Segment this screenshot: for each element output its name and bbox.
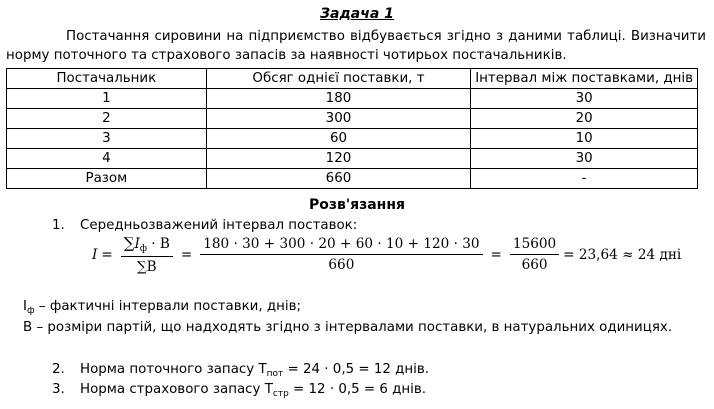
table-header-row [7, 69, 698, 89]
formula-fraction-2 [200, 236, 482, 273]
step-subscript: пот [266, 369, 284, 379]
table-cell: 300 [206, 109, 470, 129]
table-row [7, 129, 698, 149]
step-text: Норма страхового запасу Т [80, 382, 273, 397]
note-subscript: ф [26, 306, 35, 316]
formula-fraction-3 [510, 236, 559, 273]
step-3 [52, 380, 426, 404]
table-cell: 60 [206, 129, 470, 149]
task-text: Постачання сировини на підприємство відбувається згідно з даними таблиці. Визначити норму поточного та страхового запасів за наявності чотирьох постачальників. [6, 29, 706, 63]
note-text: – фактичні інтервали поставки, днів; [34, 299, 302, 314]
step-tail: = 24 · 0,5 = 12 днів. [283, 362, 430, 377]
step-number: 1. [52, 218, 65, 233]
step-subscript: стр [272, 389, 289, 399]
table-cell: Разом [7, 169, 207, 189]
task-title: Задача 1 [320, 6, 394, 22]
note-symbol: I [23, 299, 27, 314]
formula-denominator-3: 660 [521, 257, 548, 273]
formula-denominator-1: ∑B [136, 259, 157, 275]
note-text: – розміри партій, що надходять згідно з інтервалами поставки, в натуральних одиницях. [32, 320, 673, 335]
table-cell: 1 [7, 89, 207, 109]
sum-symbol: ∑ [123, 234, 135, 252]
table-cell: - [471, 169, 698, 189]
step-text: Середньозважений інтервал поставок: [80, 218, 358, 233]
table-cell: 30 [471, 89, 698, 109]
table-total-row [7, 169, 698, 189]
formula-numerator-3: 15600 [510, 236, 559, 255]
table-row [7, 109, 698, 129]
note-batch [23, 318, 672, 337]
formula-result: = 23,64 ≈ 24 дні [563, 246, 682, 263]
table-cell: 120 [206, 149, 470, 169]
table-cell: 30 [471, 149, 698, 169]
formula-denominator-2: 660 [328, 257, 355, 273]
table-cell: 3 [7, 129, 207, 149]
step-number: 2. [52, 362, 65, 377]
table-cell: 20 [471, 109, 698, 129]
formula-lhs: I [92, 246, 98, 263]
interval-subscript: ф [139, 244, 147, 254]
table-row [7, 149, 698, 169]
formula-fraction-1 [121, 234, 173, 275]
table-cell: 10 [471, 129, 698, 149]
formula-numerator-rest: · B [146, 236, 170, 252]
table-cell: 180 [206, 89, 470, 109]
step-tail: = 12 · 0,5 = 6 днів. [288, 382, 427, 397]
header-cell: Обсяг однієї поставки, т [206, 69, 470, 89]
step-1 [52, 216, 357, 235]
table-cell: 660 [206, 169, 470, 189]
header-cell: Постачальник [7, 69, 207, 89]
step-text: Норма поточного запасу Т [80, 362, 267, 377]
note-symbol: В [23, 320, 33, 335]
solution-heading: Розв'язання [308, 197, 406, 213]
table-cell: 2 [7, 109, 207, 129]
table-cell: 4 [7, 149, 207, 169]
supply-table [6, 68, 698, 189]
step-number: 3. [52, 382, 65, 397]
formula-numerator-2: 180 · 30 + 300 · 20 + 60 · 10 + 120 · 30 [200, 236, 482, 255]
table-row [7, 89, 698, 109]
weighted-interval-formula: I = $\frac{\sum I_ф \cdot B}{\sum B}$ = $\frac{180 \cdot 30 + 300 \cdot 20 + 60 \cdot 10 + 120 \cdot 30}{660}$ = $\frac{15600}{660}$ = 23,64 ≈ 24 дні [92, 234, 682, 275]
header-cell: Інтервал між поставками, днів [471, 69, 698, 89]
interval-symbol: I [134, 236, 140, 252]
